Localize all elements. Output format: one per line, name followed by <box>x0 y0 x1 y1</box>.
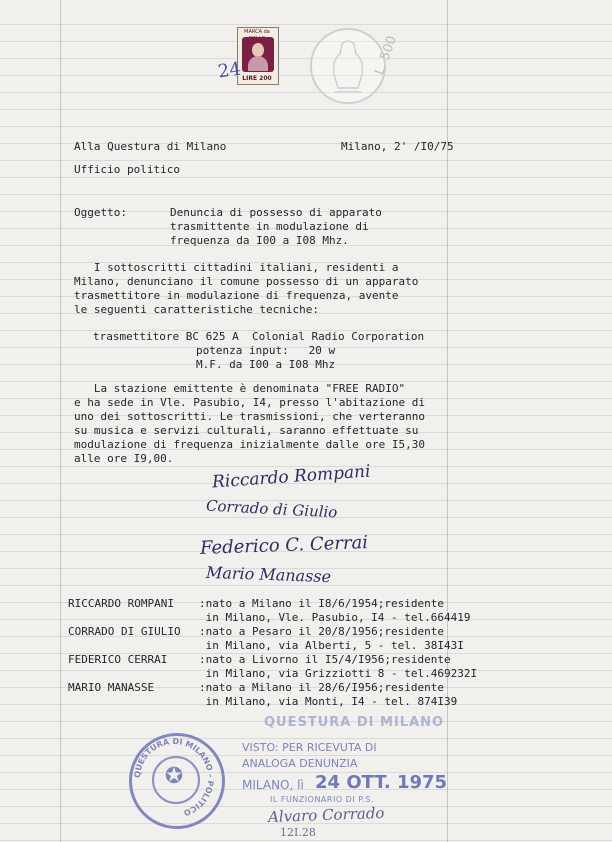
receipt-stamp-line2: ANALOGA DENUNZIA <box>242 757 358 770</box>
handwritten-protocol-number: 24 <box>216 58 243 83</box>
paragraph2-line: La stazione emittente è denominata "FREE RADIO" <box>74 382 406 395</box>
receipt-stamp-date: 24 OTT. 1975 <box>315 772 448 793</box>
receipt-stamp-city: MILANO, lì <box>242 778 304 792</box>
recipient-line2: Ufficio politico <box>74 163 180 176</box>
margin-line-right <box>447 0 448 842</box>
signatory-name: RICCARDO ROMPANI <box>68 597 174 610</box>
receipt-stamp-official: IL FUNZIONARIO DI P.S. <box>270 795 374 804</box>
letter-date: Milano, 2' /I0/75 <box>341 140 454 153</box>
equipment-line: M.F. da I00 a I08 Mhz <box>196 358 336 371</box>
official-signature: Alvaro Corrado <box>267 803 385 827</box>
recipient-line1: Alla Questura di Milano <box>74 140 227 153</box>
subject-line: trasmittente in modulazione di <box>170 220 369 233</box>
signatory-details: :nato a Pesaro il 20/8/1956;residente <box>199 625 445 638</box>
police-round-stamp <box>129 733 225 829</box>
embossed-seal-value: L. 500 <box>372 33 401 78</box>
paragraph2-line: e ha sede in Vle. Pasubio, I4, presso l'abitazione di <box>74 396 425 409</box>
signatory-name: MARIO MANASSE <box>68 681 155 694</box>
revenue-stamp-top-text: MARCA da <box>244 29 270 35</box>
signature: Riccardo Rompani <box>211 461 372 493</box>
revenue-stamp-portrait <box>242 37 274 72</box>
paragraph2-line: su musica e servizi culturali, saranno effettuate su <box>74 424 419 437</box>
signatory-details: :nato a Livorno il I5/4/I956;residente <box>199 653 451 666</box>
receipt-stamp-line1: VISTO: PER RICEVUTA DI <box>242 741 377 754</box>
signatory-details: in Milano, Vle. Pasubio, I4 - tel.664419 <box>199 611 471 624</box>
receipt-stamp-office: QUESTURA DI MILANO <box>264 715 445 730</box>
paragraph2-line: modulazione di frequenza inizialmente dalle ore I5,30 <box>74 438 425 451</box>
revenue-stamp <box>237 27 279 85</box>
paragraph2-line: alle ore I9,00. <box>74 452 174 465</box>
paragraph1-line: trasmettitore in modulazione di frequenza, avente <box>74 289 399 302</box>
signatory-details: in Milano, via Alberti, 5 - tel. 38I43I <box>199 639 464 652</box>
margin-line-left <box>60 0 61 842</box>
signatory-details: :nato a Milano il 28/6/I956;residente <box>199 681 445 694</box>
signature: Mario Manasse <box>205 562 332 587</box>
subject-label: Oggetto: <box>74 206 127 219</box>
paragraph1-line: le seguenti caratteristiche tecniche: <box>74 303 320 316</box>
round-stamp-text: QUESTURA DI MILANO - POLITICO <box>132 736 216 818</box>
revenue-stamp-value: LIRE 200 <box>242 75 272 82</box>
signatory-name: CORRADO DI GIULIO <box>68 625 181 638</box>
paragraph2-line: uno dei sottoscritti. Le trasmissioni, che verteranno <box>74 410 425 423</box>
subject-line: frequenza da I00 a I08 Mhz. <box>170 234 349 247</box>
subject-line: Denuncia di possesso di apparato <box>170 206 382 219</box>
paragraph1-line: Milano, denunciano il comune possesso di un apparato <box>74 275 419 288</box>
emblem-star-icon: ✪ <box>164 764 184 789</box>
paragraph1-line: I sottoscritti cittadini italiani, residenti a <box>74 261 399 274</box>
signature: Federico C. Cerrai <box>199 532 369 559</box>
signatory-name: FEDERICO CERRAI <box>68 653 168 666</box>
signature: Corrado di Giulio <box>205 496 338 522</box>
equipment-line: trasmettitore BC 625 A Colonial Radio Corporation <box>93 330 425 343</box>
receipt-footnote: 12I.28 <box>280 826 316 839</box>
equipment-line: potenza input: 20 w <box>196 344 336 357</box>
signatory-details: in Milano, via Monti, I4 - tel. 874I39 <box>199 695 458 708</box>
signatory-details: :nato a Milano il I8/6/1954;residente <box>199 597 445 610</box>
signatory-details: in Milano, via Grizziotti 8 - tel.469232I <box>199 667 478 680</box>
